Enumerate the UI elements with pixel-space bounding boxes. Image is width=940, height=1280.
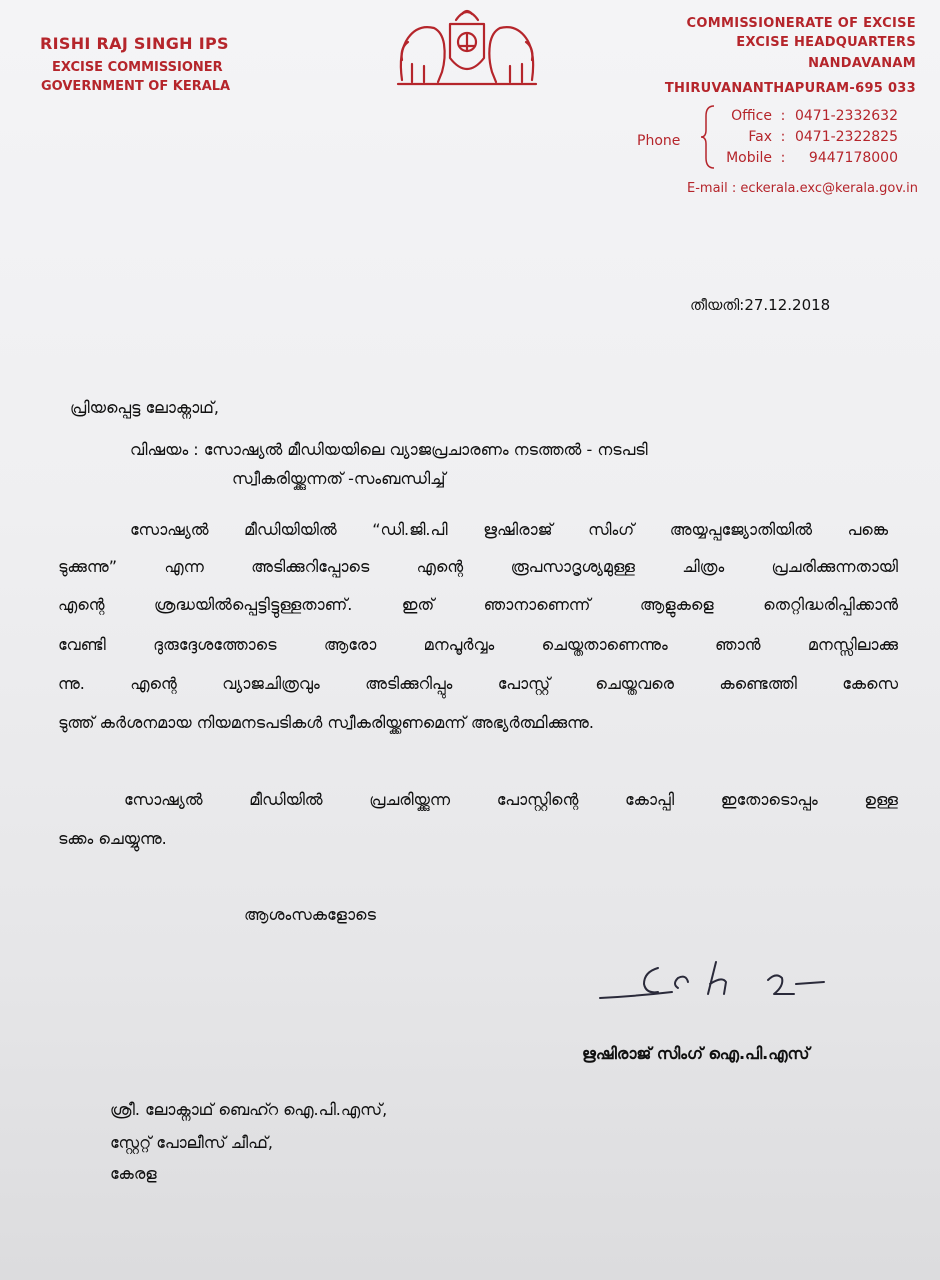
paragraph-line: ടക്കം ചെയ്യുന്നു.: [58, 829, 167, 848]
officer-designation: EXCISE COMMISSIONER: [52, 60, 223, 75]
commissionerate-name: COMMISSIONERATE OF EXCISE: [686, 16, 916, 31]
paragraph-line: ടുത്ത് കർശനമായ നിയമനടപടികൾ സ്വീകരിയ്ക്കണമെന്ന് അഭ്യർത്ഥിക്കുന്നു.: [58, 713, 594, 732]
area-name: NANDAVANAM: [808, 56, 916, 71]
salutation: പ്രിയപ്പെട്ട ലോക്നാഥ്,: [70, 398, 219, 417]
phone-value-mobile: 9447178000: [808, 150, 898, 166]
paragraph-line: ന്നു. എന്റെ വ്യാജചിത്രവും അടിക്കുറിപ്പും പോസ്റ്റ് ചെയ്തവരെ കണ്ടെത്തി കേസെ: [58, 674, 898, 693]
city-pincode: THIRUVANANTHAPURAM-695 033: [664, 81, 916, 96]
kerala-state-emblem-icon: [394, 2, 540, 88]
government-name: GOVERNMENT OF KERALA: [41, 79, 231, 94]
recipient-line: സ്റ്റേറ്റ് പോലീസ് ചീഫ്,: [110, 1133, 273, 1152]
phone-value-fax: 0471-2322825: [794, 129, 898, 145]
paragraph-line: സോഷ്യൽ മീഡിയിയിൽ “ഡി.ജി.പി ഋഷിരാജ് സിംഗ് അയ്യപ്പജ്യോതിയിൽ പങ്കെ: [130, 520, 888, 539]
recipient-line: കേരള: [110, 1164, 157, 1183]
phone-sep: :: [780, 150, 786, 166]
paragraph-line: എന്റെ ശ്രദ്ധയിൽപ്പെട്ടിട്ടുള്ളതാണ്. ഇത് ഞാനാണെന്ന് ആളുകളെ തെറ്റിദ്ധരിപ്പിക്കാൻ: [58, 595, 898, 614]
phone-label-mobile: Mobile: [726, 150, 772, 166]
phone-row-mobile: [718, 150, 898, 166]
paragraph-line: ടുക്കുന്നു” എന്ന അടിക്കുറിപ്പോടെ എന്റെ രൂപസാദൃശ്യമുള്ള ചിത്രം പ്രചരിക്കുന്നതായി: [58, 557, 898, 576]
email-address: E-mail : eckerala.exc@kerala.gov.in: [687, 181, 918, 196]
phone-label-office: Office: [731, 108, 772, 124]
letter-date: തീയതി:27.12.2018: [690, 296, 831, 314]
phone-label: Phone: [637, 133, 681, 149]
subject-line-1: വിഷയം : സോഷ്യൽ മീഡിയയിലെ വ്യാജപ്രചാരണം നടത്തൽ - നടപടി: [130, 440, 648, 459]
paragraph-line: വേണ്ടി ദുരുദ്ദേശത്തോടെ ആരോ മനപൂർവ്വം ചെയ്തതാണെന്നും ഞാൻ മനസ്സിലാക്കു: [58, 635, 898, 654]
handwritten-signature-icon: [598, 958, 830, 1008]
recipient-line: ശ്രീ. ലോക്നാഥ് ബെഹ്റ ഐ.പി.എസ്,: [110, 1100, 388, 1119]
officer-name: RISHI RAJ SINGH IPS: [40, 34, 229, 53]
signatory-name: ഋഷിരാജ് സിംഗ് ഐ.പി.എസ്: [582, 1044, 810, 1063]
phone-value-office: 0471-2332632: [794, 108, 898, 124]
phone-label-fax: Fax: [748, 129, 772, 145]
paragraph-line: സോഷ്യൽ മീഡിയിൽ പ്രചരിയ്ക്കുന്ന പോസ്റ്റിന്റെ കോപ്പി ഇതോടൊപ്പം ഉള്ള: [124, 790, 898, 809]
phone-sep: :: [780, 129, 786, 145]
brace-icon: [700, 104, 716, 170]
subject-line-2: സ്വീകരിയ്ക്കുന്നത് -സംബന്ധിച്ച്: [232, 469, 446, 488]
closing: ആശംസകളോടെ: [244, 905, 376, 924]
phone-row-fax: [718, 129, 898, 145]
phone-sep: :: [780, 108, 786, 124]
phone-row-office: [718, 108, 898, 124]
headquarters-name: EXCISE HEADQUARTERS: [736, 35, 916, 50]
